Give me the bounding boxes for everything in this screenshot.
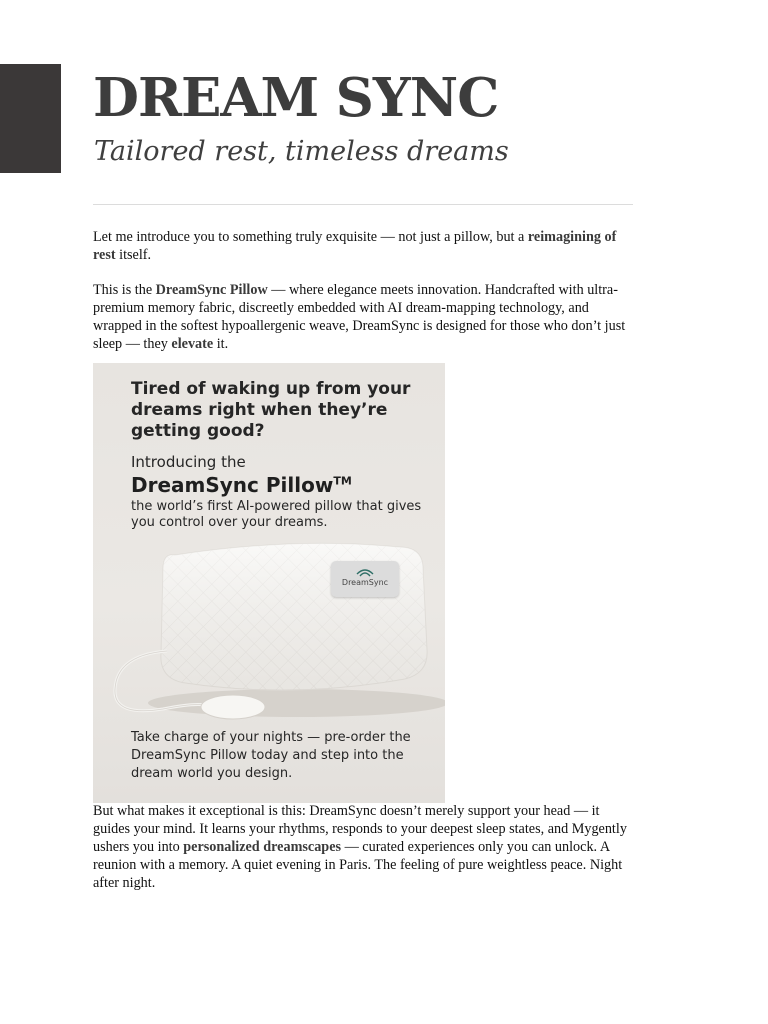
pillow-shadow [148, 689, 445, 717]
product-ad-image [93, 363, 445, 803]
intro-paragraph [93, 228, 638, 264]
pillow-label [331, 561, 399, 597]
product-text-middle: — where elegance meets innovation. Handcrafted with ultra-premium memory fabric, discreetly embedded with AI dream-mapping technology, and wrapped in the softest hypoallergenic weave, DreamSync is designed for those who don’t just sleep — they [93, 282, 626, 352]
product-text-end: it. [213, 336, 229, 352]
product-paragraph [93, 281, 638, 353]
divider [93, 204, 633, 205]
closing-text: But what makes it exceptional is this: DreamSync doesn’t merely support your head — it guides your mind. It learns your rhythms, responds to your deepest sleep states, and Mygently ushers you into [93, 803, 627, 855]
closing-text-end: — curated experiences only you can unlock. A reunion with a memory. A quiet evening in Paris. The feeling of pure weightless peace. Night after night. [93, 839, 623, 891]
ad-headline: Tired of waking up from your dreams right when they’re getting good? [131, 379, 411, 441]
elevate-bold: elevate [171, 336, 214, 352]
dreamscapes-bold: personalized dreamscapes [183, 839, 342, 855]
product-name-bold: DreamSync Pillow [155, 282, 268, 298]
ad-intro: Introducing the [131, 453, 246, 471]
intro-bold: reimagining of rest [93, 229, 617, 263]
ad-description: the world’s first AI-powered pillow that gives you control over your dreams. [131, 499, 422, 530]
ad-call-to-action: Take charge of your nights — pre-order the DreamSync Pillow today and step into the dream world you design. [131, 730, 411, 781]
intro-text-end: itself. [115, 247, 152, 263]
page-subtitle: Tailored rest, timeless dreams [94, 136, 509, 167]
accent-block [0, 64, 61, 173]
intro-text: Let me introduce you to something truly exquisite — not just a pillow, but a [93, 229, 528, 245]
pillow-controller [201, 695, 265, 719]
ad-product-name [131, 473, 352, 497]
product-text: This is the [93, 282, 156, 298]
ad-trademark: TM [333, 474, 352, 488]
signal-waves-icon [355, 565, 375, 577]
page-title: DREAM SYNC [93, 67, 499, 129]
ad-product-name-text: DreamSync Pillow [131, 473, 334, 497]
closing-paragraph [93, 802, 638, 892]
pillow-label-text: DreamSync [341, 578, 389, 587]
